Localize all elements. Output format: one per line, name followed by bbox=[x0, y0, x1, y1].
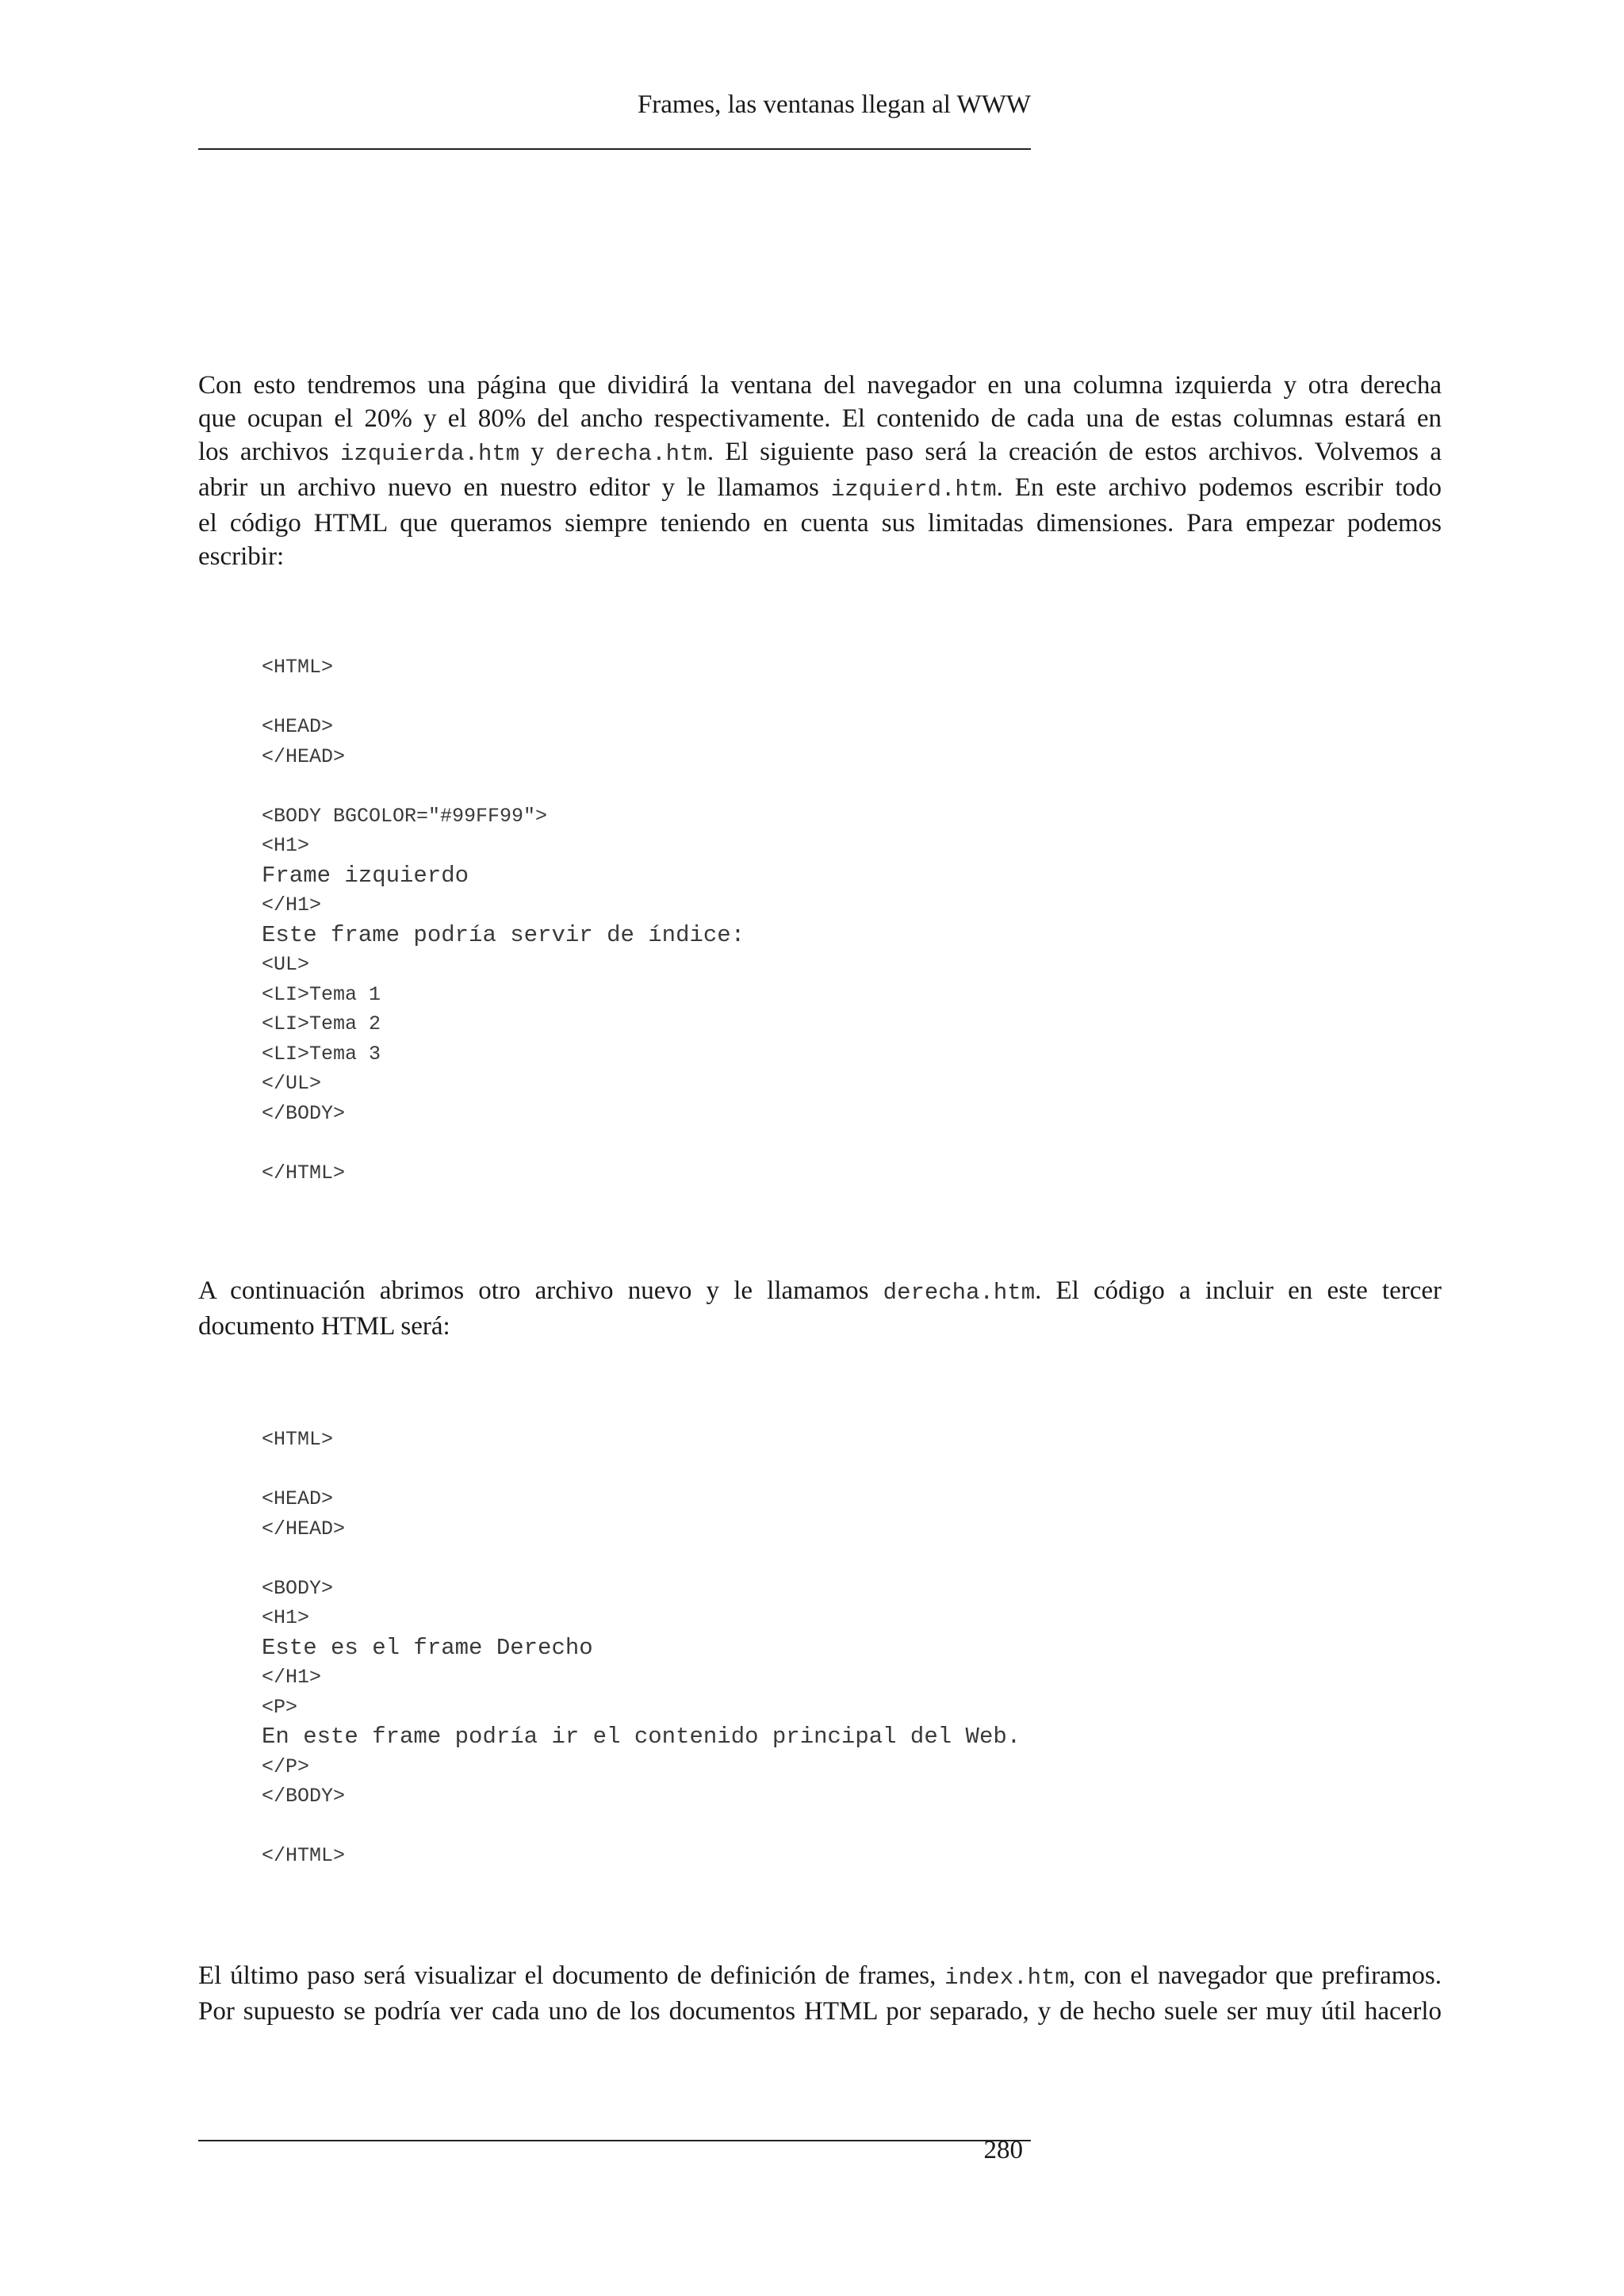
code-block-derecha bbox=[262, 1425, 1021, 1871]
code-blank-line bbox=[262, 1544, 1021, 1574]
code-line: <P> bbox=[262, 1695, 298, 1719]
text-fragment: , con el navegador que prefiramos. bbox=[1068, 1961, 1442, 1990]
text-fragment: los archivos bbox=[198, 438, 340, 466]
paragraph-3-line bbox=[198, 1959, 1442, 1995]
code-line: </H1> bbox=[262, 1666, 322, 1689]
code-line: <HEAD> bbox=[262, 715, 334, 738]
code-line: <LI>Tema 2 bbox=[262, 1012, 381, 1035]
paragraph-3-line: Por supuesto se podría ver cada uno de los documentos HTML por separado, y de hecho suele ser muy útil hacerlo bbox=[198, 1997, 1442, 2026]
code-line: </HTML> bbox=[262, 1844, 346, 1867]
code-line: En este frame podría ir el contenido principal del Web. bbox=[262, 1724, 1021, 1750]
code-line: </BODY> bbox=[262, 1785, 346, 1808]
code-line: <LI>Tema 3 bbox=[262, 1042, 381, 1066]
code-line: <BODY> bbox=[262, 1576, 334, 1600]
paragraph-1-line bbox=[198, 435, 1442, 471]
code-line: <HEAD> bbox=[262, 1487, 334, 1510]
code-blank-line bbox=[262, 1128, 745, 1158]
code-blank-line bbox=[262, 1455, 1021, 1485]
text-fragment: A continuación abrimos otro archivo nuevo y le llamamos bbox=[198, 1276, 883, 1305]
code-line: </P> bbox=[262, 1755, 310, 1778]
code-line: </HTML> bbox=[262, 1161, 346, 1184]
paragraph-2 bbox=[198, 1274, 1442, 1343]
paragraph-1-line: el código HTML que queramos siempre teniendo en cuenta sus limitadas dimensiones. Para empezar podemos bbox=[198, 509, 1442, 538]
inline-code-filename: derecha.htm bbox=[883, 1280, 1036, 1306]
code-line: <HTML> bbox=[262, 1428, 334, 1451]
inline-code-filename: derecha.htm bbox=[555, 441, 707, 467]
inline-code-filename: izquierda.htm bbox=[339, 441, 520, 467]
inline-code-filename: index.htm bbox=[944, 1965, 1069, 1991]
code-line: </HEAD> bbox=[262, 1517, 346, 1540]
code-block-izquierda bbox=[262, 652, 745, 1188]
paragraph-1-line: escribir: bbox=[198, 542, 285, 571]
code-line: <BODY BGCOLOR="#99FF99"> bbox=[262, 804, 548, 828]
paragraph-1-line: Con esto tendremos una página que dividirá la ventana del navegador en una columna izquierda y otra derecha bbox=[198, 371, 1442, 400]
text-fragment: . El siguiente paso será la creación de estos archivos. Volvemos a bbox=[707, 438, 1442, 466]
code-blank-line bbox=[262, 683, 745, 713]
code-line: Este es el frame Derecho bbox=[262, 1634, 593, 1661]
code-line: <H1> bbox=[262, 834, 310, 857]
paragraph-2-line: documento HTML será: bbox=[198, 1312, 450, 1341]
text-fragment: abrir un archivo nuevo en nuestro editor y le llamamos bbox=[198, 473, 831, 502]
text-fragment: . El código a incluir en este tercer bbox=[1035, 1276, 1442, 1305]
paragraph-1-line: que ocupan el 20% y el 80% del ancho respectivamente. El contenido de cada una de estas columnas estará en bbox=[198, 404, 1442, 433]
code-line: <UL> bbox=[262, 953, 310, 976]
inline-code-filename: izquierd.htm bbox=[830, 476, 997, 503]
code-line: <H1> bbox=[262, 1606, 310, 1629]
text-fragment: y bbox=[519, 438, 556, 466]
header-rule bbox=[198, 148, 1031, 150]
paragraph-1 bbox=[198, 369, 1442, 573]
paragraph-2-line bbox=[198, 1274, 1442, 1310]
code-blank-line bbox=[262, 1812, 1021, 1842]
page-number: 280 bbox=[983, 2136, 1023, 2164]
code-blank-line bbox=[262, 771, 745, 802]
paragraph-1-line bbox=[198, 471, 1442, 507]
paragraph-3 bbox=[198, 1959, 1442, 2028]
code-line: Este frame podría servir de índice: bbox=[262, 921, 745, 948]
code-line: <HTML> bbox=[262, 656, 334, 679]
code-line: </UL> bbox=[262, 1072, 322, 1095]
code-line: <LI>Tema 1 bbox=[262, 982, 381, 1006]
text-fragment: El último paso será visualizar el documento de definición de frames, bbox=[198, 1961, 945, 1990]
running-header: Frames, las ventanas llegan al WWW bbox=[637, 90, 1031, 119]
text-fragment: . En este archivo podemos escribir todo bbox=[996, 473, 1442, 502]
code-line: </HEAD> bbox=[262, 744, 346, 768]
code-line: </H1> bbox=[262, 894, 322, 916]
code-line: </BODY> bbox=[262, 1101, 346, 1125]
code-line: Frame izquierdo bbox=[262, 862, 469, 889]
